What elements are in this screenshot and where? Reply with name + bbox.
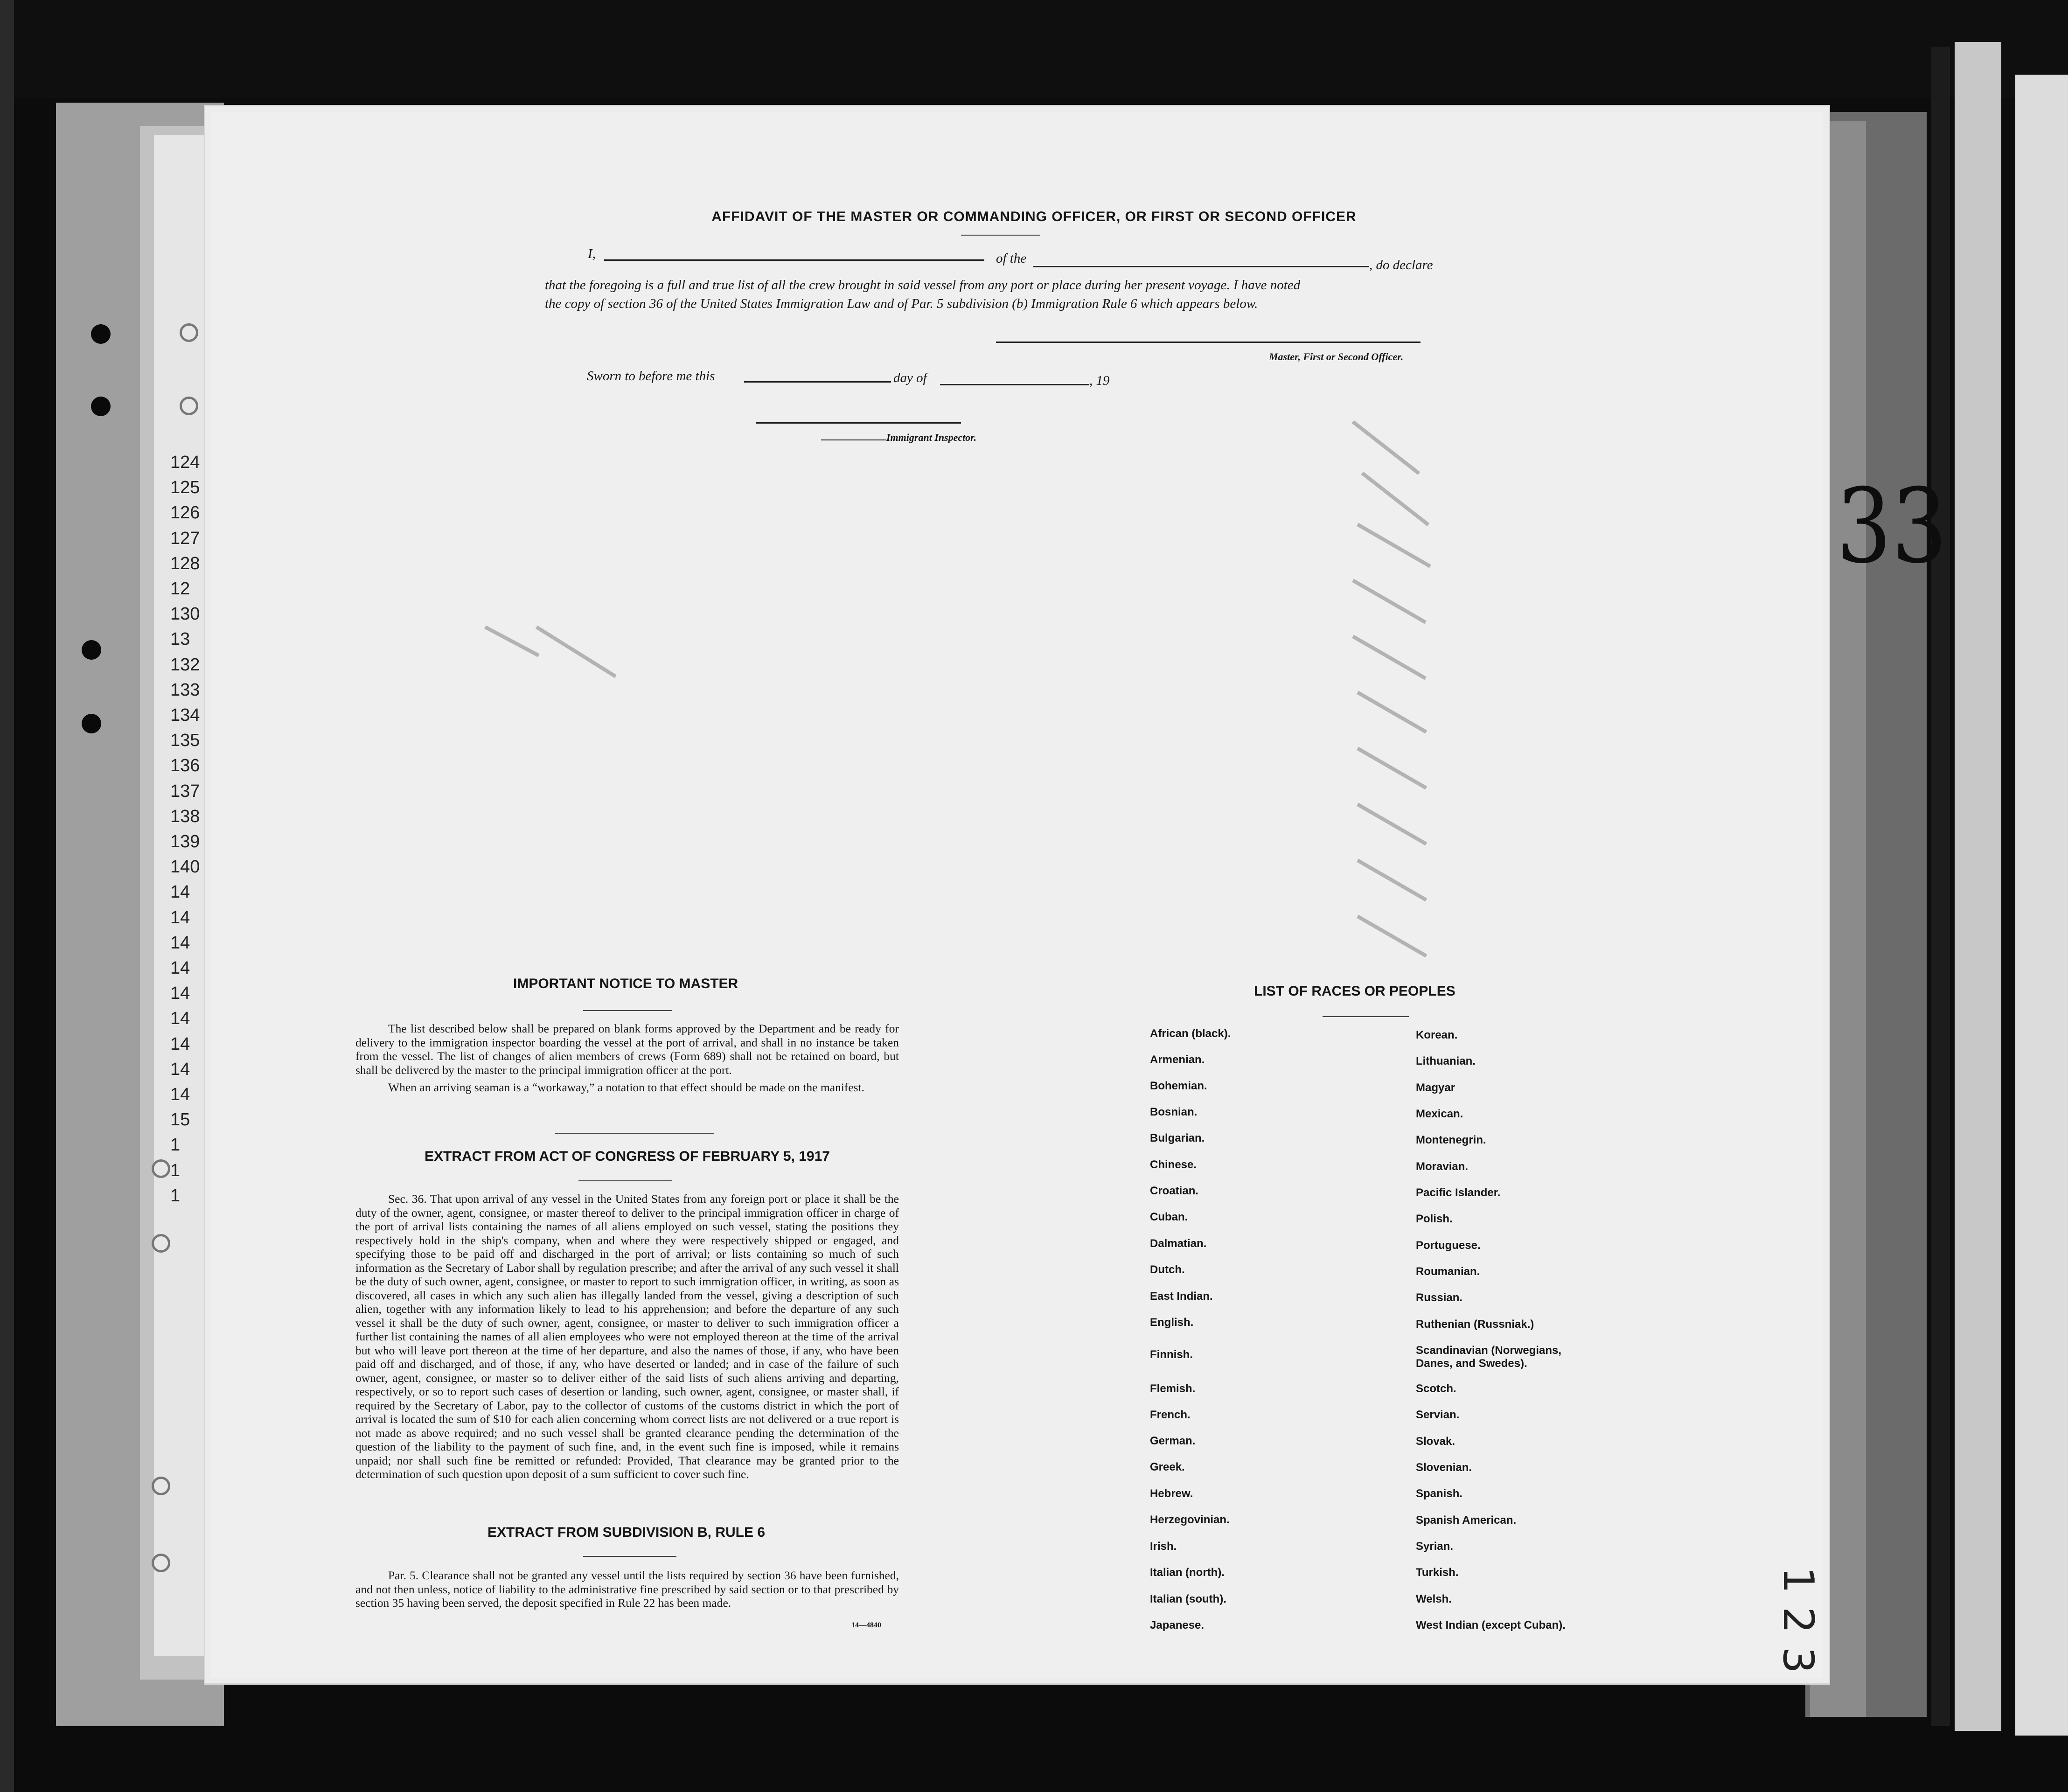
race-item: Herzegovinian. (1150, 1513, 1230, 1526)
inspector-signature-label: Immigrant Inspector. (886, 432, 977, 443)
sworn-day-of-label: day of (893, 370, 927, 385)
row-number: 14 (170, 1059, 190, 1079)
race-item: Greek. (1150, 1461, 1185, 1473)
race-item: Turkish. (1416, 1566, 1459, 1579)
row-number: 13 (170, 629, 190, 649)
race-item: Dutch. (1150, 1263, 1185, 1276)
row-number: 135 (170, 731, 200, 751)
race-item: East Indian. (1150, 1290, 1213, 1303)
races-divider (1323, 1016, 1409, 1017)
affidavit-statement-line-2: the copy of section 36 of the United States Immigration Law and of Par. 5 subdivision (b) Immigration Rule 6 which appears below. (545, 296, 1258, 311)
punch-hole-icon (152, 1234, 170, 1253)
race-item: Korean. (1416, 1029, 1458, 1041)
affidavit-do-declare-label: , do declare (1369, 258, 1433, 272)
scan-dark-background-top (0, 0, 2068, 98)
race-item: Bosnian. (1150, 1106, 1198, 1118)
race-item: Scandinavian (Norwegians, Danes, and Swedes). (1416, 1344, 1562, 1370)
extract-act-divider (578, 1180, 672, 1181)
race-item: Japanese. (1150, 1619, 1205, 1632)
rule-6-paragraph: Par. 5. Clearance shall not be granted any vessel until the lists required by section 36 have been furnished, and not then unless, notice of liability to the administrative fine prescribed by said section or to that prescribed by section 35 having been served, the deposit specified in Rule 22 has been made. (355, 1569, 899, 1610)
form-number: 14—4840 (851, 1621, 881, 1629)
officer-name-line (604, 259, 984, 261)
row-number: 15 (170, 1110, 190, 1130)
row-number: 127 (170, 528, 200, 548)
affidavit-title: AFFIDAVIT OF THE MASTER OR COMMANDING OFFICER, OR FIRST OR SECOND OFFICER (711, 209, 1357, 224)
race-item: Flemish. (1150, 1382, 1196, 1395)
sworn-year-label: , 19 (1089, 373, 1110, 388)
row-number: 14 (170, 907, 190, 927)
row-number: 138 (170, 806, 200, 826)
punch-hole-icon (82, 640, 101, 660)
punch-hole-icon (152, 1477, 170, 1495)
extract-act-text (355, 1192, 899, 1481)
row-number: 14 (170, 958, 190, 978)
race-item: English. (1150, 1316, 1194, 1329)
race-item: Roumanian. (1416, 1265, 1480, 1278)
race-item: Spanish. (1416, 1487, 1463, 1500)
race-item: Chinese. (1150, 1158, 1197, 1171)
affidavit-of-the-label: of the (996, 251, 1027, 266)
race-item: Croatian. (1150, 1185, 1199, 1197)
row-number: 128 (170, 553, 200, 573)
race-item: Scotch. (1416, 1382, 1456, 1395)
handwritten-page-number: 33 (1836, 467, 1947, 586)
inspector-signature-line (756, 422, 961, 424)
race-item: Bulgarian. (1150, 1132, 1205, 1144)
races-heading: LIST OF RACES OR PEOPLES (1254, 983, 1455, 999)
row-number: 137 (170, 781, 200, 801)
affidavit-i-label: I, (588, 246, 596, 261)
row-number: 124 (170, 453, 200, 472)
race-item: Servian. (1416, 1408, 1460, 1421)
race-item: Russian. (1416, 1291, 1463, 1304)
punch-hole-icon (91, 397, 111, 416)
row-number: 1 (170, 1185, 181, 1206)
row-number: 136 (170, 756, 200, 776)
race-item: Bohemian. (1150, 1080, 1207, 1092)
race-item: Portuguese. (1416, 1239, 1481, 1252)
scan-left-edge (0, 0, 14, 1792)
master-signature-line (996, 342, 1420, 343)
punch-hole-icon (82, 714, 101, 733)
notice-paragraph-2: When an arriving seaman is a “workaway,” a notation to that effect should be made on the manifest. (388, 1081, 865, 1094)
punch-hole-icon (152, 1554, 170, 1572)
row-number: 130 (170, 604, 200, 624)
race-item: Lithuanian. (1416, 1055, 1476, 1067)
inspector-label-rule (821, 439, 886, 440)
vessel-name-line (1033, 266, 1369, 267)
title-divider (961, 235, 1040, 236)
race-item: Slovak. (1416, 1435, 1455, 1448)
race-item: Armenian. (1150, 1053, 1205, 1066)
row-number: 132 (170, 655, 200, 675)
punch-hole-icon (91, 324, 111, 344)
notice-end-divider (555, 1133, 714, 1134)
race-item: Italian (north). (1150, 1566, 1225, 1579)
race-item: Mexican. (1416, 1108, 1463, 1120)
race-item: Spanish American. (1416, 1514, 1517, 1527)
sworn-month-line (940, 384, 1089, 385)
scan-right-dark-bar (1931, 47, 1950, 1726)
race-item: Syrian. (1416, 1540, 1454, 1553)
race-item: Slovenian. (1416, 1461, 1472, 1474)
margin-handwritten-number: 1 2 3 (1774, 1567, 1823, 1673)
row-number: 1 (170, 1135, 181, 1155)
scan-right-edge-strip (2015, 75, 2068, 1736)
row-number: 139 (170, 832, 200, 851)
section-36-paragraph: Sec. 36. That upon arrival of any vessel in the United States from any foreign port or place it shall be the duty of the owner, agent, consignee, or master thereof to deliver to the principal immigration officer in charge of the port of arrival lists containing the names of all aliens employed on such vessel, stating the positions they respectively hold in the ship's company, when and where they were respectively shipped or engaged, and specifying those to be paid off and discharged in the port of arrival; or lists containing so much of such information as the Secretary of Labor shall by regulation prescribe; and after the arrival of any such vessel it shall be the duty of such owner, agent, consignee, or master to report to such immigration officer, in writing, as soon as discovered, all cases in which any such alien has illegally landed from the vessel, giving a description of such alien, together with any information likely to lead to his apprehension; and before the departure of any such vessel it shall be the duty of such owner, agent, consignee, or master to deliver to such immigration officer a further list containing the names of all alien employees who were not employed thereon at the time of the arrival but who will leave port thereon at the time of her departure, and also the names of those, if any, who have been paid off and discharged, and of those, if any, who have deserted or landed; and in case of the failure of such owner, agent, consignee, or master so to deliver either of the said lists of such aliens arriving and departing, respectively, or so to report such cases of desertion or landing, such owner, agent, consignee, or master shall, if required by the Secretary of Labor, pay to the collector of customs of the customs district in which the port of arrival is located the sum of $10 for each alien concerning whom correct lists are not delivered or a true report is not made as above required; and no such vessel shall be granted clearance pending the determination of the question of the liability to the payment of such fine, and, in the event such fine is imposed, while it remains unpaid; nor shall such fine be remitted or refunded: Provided, That clearance may be granted prior to the determination of such question upon deposit of a sum sufficient to cover such fine. (355, 1192, 899, 1481)
row-number: 14 (170, 882, 190, 902)
race-item: Italian (south). (1150, 1593, 1226, 1605)
row-number: 134 (170, 705, 200, 725)
row-number: 12 (170, 579, 190, 599)
extract-act-heading: EXTRACT FROM ACT OF CONGRESS OF FEBRUARY 5, 1917 (425, 1149, 830, 1164)
race-item: Magyar (1416, 1081, 1455, 1094)
row-number: 14 (170, 983, 190, 1004)
row-number: 126 (170, 503, 200, 523)
row-number: 1 (170, 1160, 181, 1180)
notice-paragraph-1: The list described below shall be prepared on blank forms approved by the Department and be ready for delivery to the immigration inspector boarding the vessel at the port of arrival, and shall in no instance be taken from the vessel. The list of changes of alien members of crews (Form 689) shall not be retained on board, but shall be delivered by the master to the principal immigration officer at the port. (355, 1022, 899, 1077)
race-item: French. (1150, 1408, 1191, 1421)
race-item: Montenegrin. (1416, 1134, 1486, 1146)
extract-rule-divider (583, 1556, 676, 1557)
race-item: Welsh. (1416, 1593, 1452, 1605)
race-item: Dalmatian. (1150, 1237, 1207, 1250)
sworn-prefix-label: Sworn to before me this (587, 369, 715, 384)
race-item: Pacific Islander. (1416, 1186, 1501, 1199)
row-number: 125 (170, 478, 200, 498)
extract-rule-heading: EXTRACT FROM SUBDIVISION B, RULE 6 (487, 1525, 766, 1540)
notice-heading: IMPORTANT NOTICE TO MASTER (513, 976, 738, 991)
race-item: Moravian. (1416, 1160, 1469, 1173)
race-item: Irish. (1150, 1540, 1177, 1553)
affidavit-statement-line-1: that the foregoing is a full and true list of all the crew brought in said vessel from any port or place during her present voyage. I have noted (545, 278, 1301, 293)
punch-hole-icon (180, 323, 198, 342)
race-item: Finnish. (1150, 1348, 1193, 1361)
row-number: 14 (170, 1034, 190, 1054)
row-number: 14 (170, 933, 190, 953)
race-item: Ruthenian (Russniak.) (1416, 1318, 1534, 1331)
punch-hole-icon (180, 397, 198, 415)
race-item: Polish. (1416, 1213, 1453, 1225)
scan-right-strip (1955, 42, 2001, 1731)
race-item: Hebrew. (1150, 1487, 1193, 1500)
punch-hole-icon (152, 1159, 170, 1178)
master-signature-label: Master, First or Second Officer. (1269, 351, 1404, 363)
race-item: Cuban. (1150, 1211, 1188, 1223)
sworn-day-line (744, 381, 891, 383)
row-number: 133 (170, 680, 200, 700)
race-item: African (black). (1150, 1027, 1231, 1040)
race-item: West Indian (except Cuban). (1416, 1619, 1566, 1632)
row-number: 140 (170, 857, 200, 877)
race-item: German. (1150, 1435, 1196, 1447)
row-number: 14 (170, 1085, 190, 1104)
notice-text (355, 1022, 899, 1095)
row-number: 14 (170, 1009, 190, 1029)
notice-divider (583, 1010, 672, 1011)
extract-rule-text (355, 1569, 899, 1610)
